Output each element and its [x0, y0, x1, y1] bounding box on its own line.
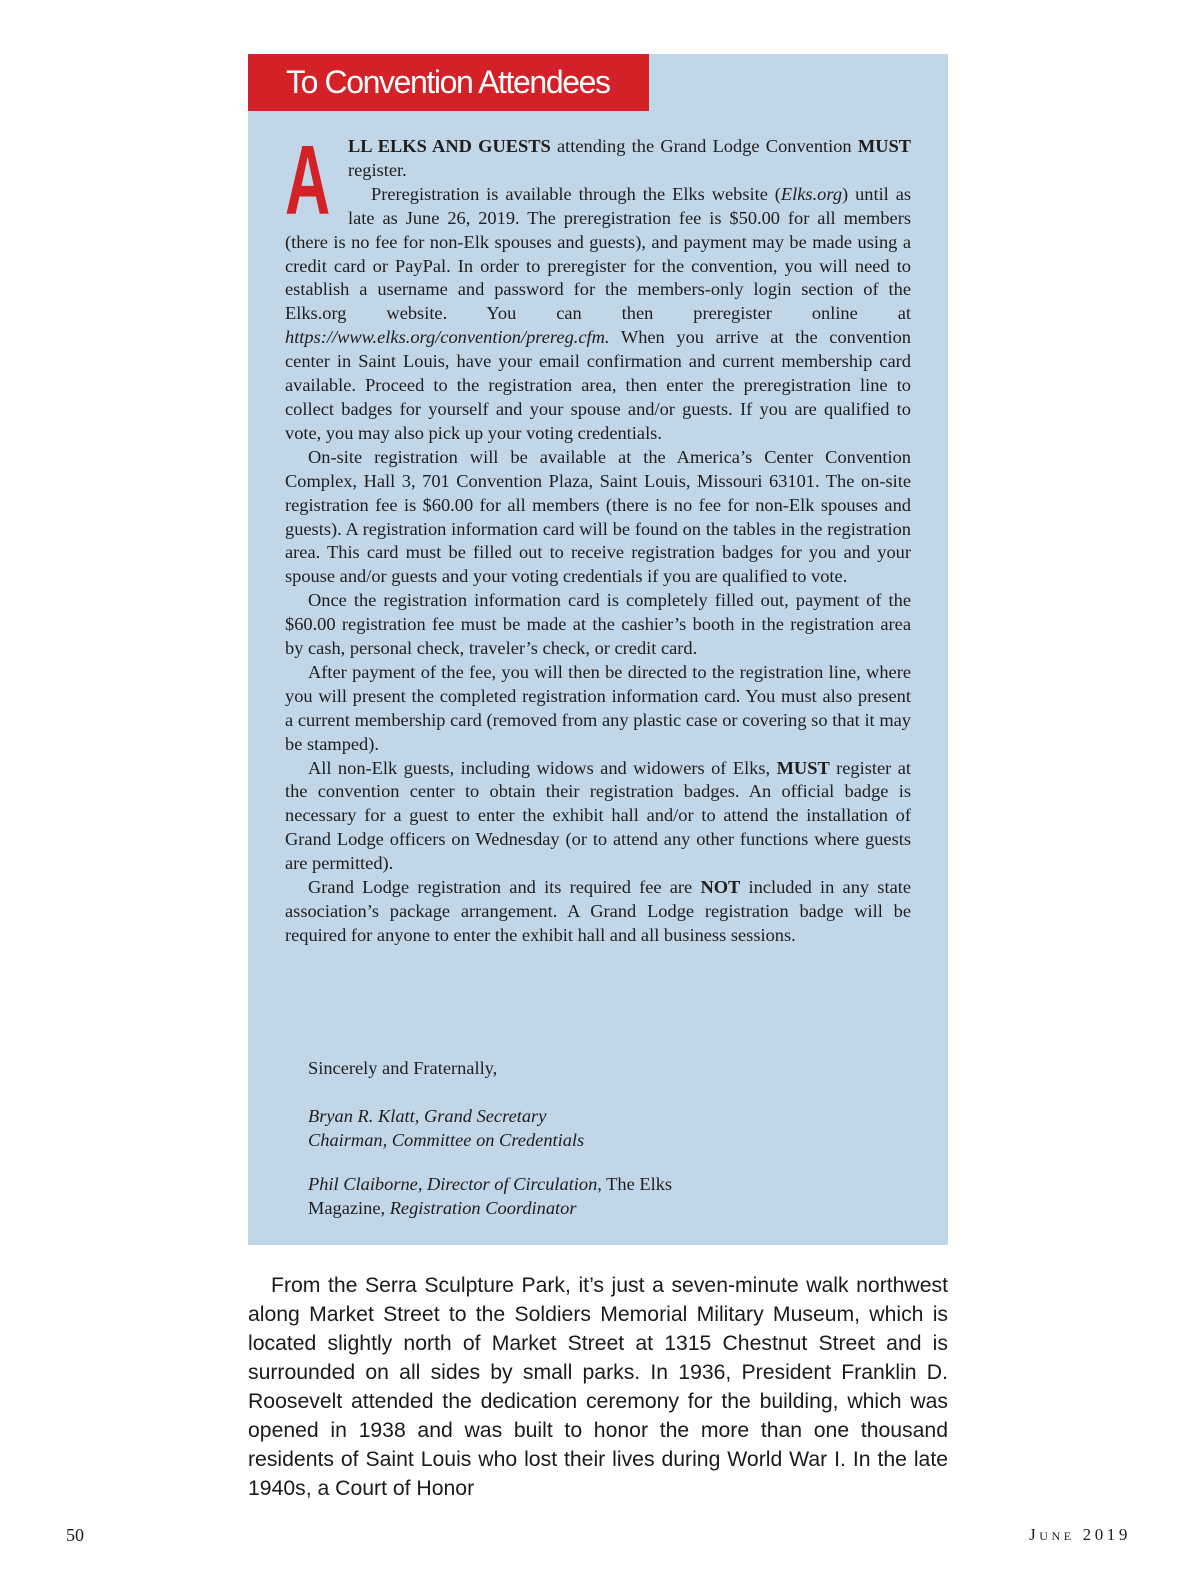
page-number: 50 — [66, 1525, 84, 1545]
closing-salutation — [308, 1057, 908, 1081]
not-bold: NOT — [700, 877, 741, 898]
sidebar-banner-title: To Convention Attendees — [248, 54, 649, 111]
lead-in-bold: LL ELKS AND GUESTS — [348, 136, 551, 156]
drop-cap: A — [285, 125, 331, 235]
sidebar-paragraph-7 — [285, 876, 911, 948]
signature-pub-b: Magazine, — [308, 1197, 390, 1218]
p2-text-mid: ) until as late as June 26, 2019. The preregistration fee is $50.00 for all members (there is no fee for non-Elk spouses and guests), and payment may be made using a credit card or PayPal. In order to preregister for the convention, you will need to establish a username and password for the members-only login section of the Elks.org website. You can then preregister online at — [285, 183, 912, 324]
issue-date: June 2019 — [1029, 1525, 1131, 1544]
sidebar-paragraph-6 — [285, 757, 911, 877]
signature-title-1: Chairman, Committee on Credentials — [308, 1129, 585, 1150]
signature-block-2 — [308, 1173, 908, 1220]
p6-text-end: register at the convention center to obtain their registration badges. An official badge is necessary for a guest to enter the exhibit hall and/or to attend the installation of Grand Lodge officers on Wednesday (or to attend any other functions where guests are permitted). — [285, 757, 911, 874]
signature-block-1 — [308, 1105, 908, 1152]
sidebar-paragraph-2 — [285, 183, 911, 446]
signature-title-2: Registration Coordinator — [389, 1197, 577, 1218]
p6-text: All non-Elk guests, including widows and widowers of Elks, — [308, 757, 777, 778]
sidebar-paragraph-4: Once the registration information card is completely filled out, payment of the $60.00 registration fee must be made at the cashier’s booth in the registration area by cash, personal check, traveler’s check, or credit card. — [285, 590, 911, 659]
salutation-text: Sincerely and Fraternally, — [308, 1058, 498, 1078]
p2-text-end: When you arrive at the convention center in Saint Louis, have your email confirmation and current membership card available. Proceed to the registration area, then enter the preregistration line to collect badges for yourself and your spouse and/or guests. If you are qualified to vote, you may also pick up your voting credentials. — [285, 327, 911, 443]
p7-text: Grand Lodge registration and its required fee are — [308, 877, 701, 898]
signature-pub-a: The Elks — [601, 1174, 673, 1194]
signature-name-2: Phil Claiborne, Director of Circulation, — [308, 1174, 602, 1194]
p2-text: Preregistration is available through the Elks website ( — [371, 183, 781, 204]
prereg-url: https://www.elks.org/convention/prereg.cfm. — [285, 327, 610, 348]
must-bold: MUST — [857, 136, 912, 156]
p7-text-end: included in any state association’s package arrangement. A Grand Lodge registration badge will be required for anyone to enter the exhibit hall and all business sessions. — [285, 877, 911, 945]
must-bold-2: MUST — [776, 757, 830, 778]
elks-site-name: Elks.org — [780, 183, 843, 204]
p1-text-end: register. — [348, 159, 407, 180]
registration-sidebar — [248, 54, 948, 1245]
sidebar-body — [285, 125, 912, 948]
p1-text: attending the Grand Lodge Convention — [550, 136, 858, 156]
sidebar-paragraph-3: On-site registration will be available at the America’s Center Convention Complex, Hall 3, 701 Convention Plaza, Saint Louis, Missouri 63101. The on-site registration fee is $60.00 for all members (there is no fee for non-Elk spouses and guests). A registration information card will be found on the tables in the registration area. This card must be filled out to receive registration badges for you and your spouse and/or guests and your voting credentials if you are qualified to vote. — [285, 446, 911, 587]
article-paragraph: From the Serra Sculpture Park, it’s just a seven-minute walk northwest along Market Street to the Soldiers Memorial Military Museum, which is located slightly north of Market Street at 1315 Chestnut Street and is surrounded on all sides by small parks. In 1936, President Franklin D. Roosevelt attended the dedication ceremony for the building, which was opened in 1938 and was built to honor the more than one thousand residents of Saint Louis who lost their lives during World War I. In the late 1940s, a Court of Honor — [248, 1274, 948, 1500]
sidebar-paragraph-5: After payment of the fee, you will then be directed to the registration line, where you will present the completed registration information card. You must also present a current membership card (removed from any plastic case or covering so that it may be stamped). — [285, 661, 911, 754]
signature-name-1: Bryan R. Klatt, Grand Secretary — [308, 1106, 547, 1126]
